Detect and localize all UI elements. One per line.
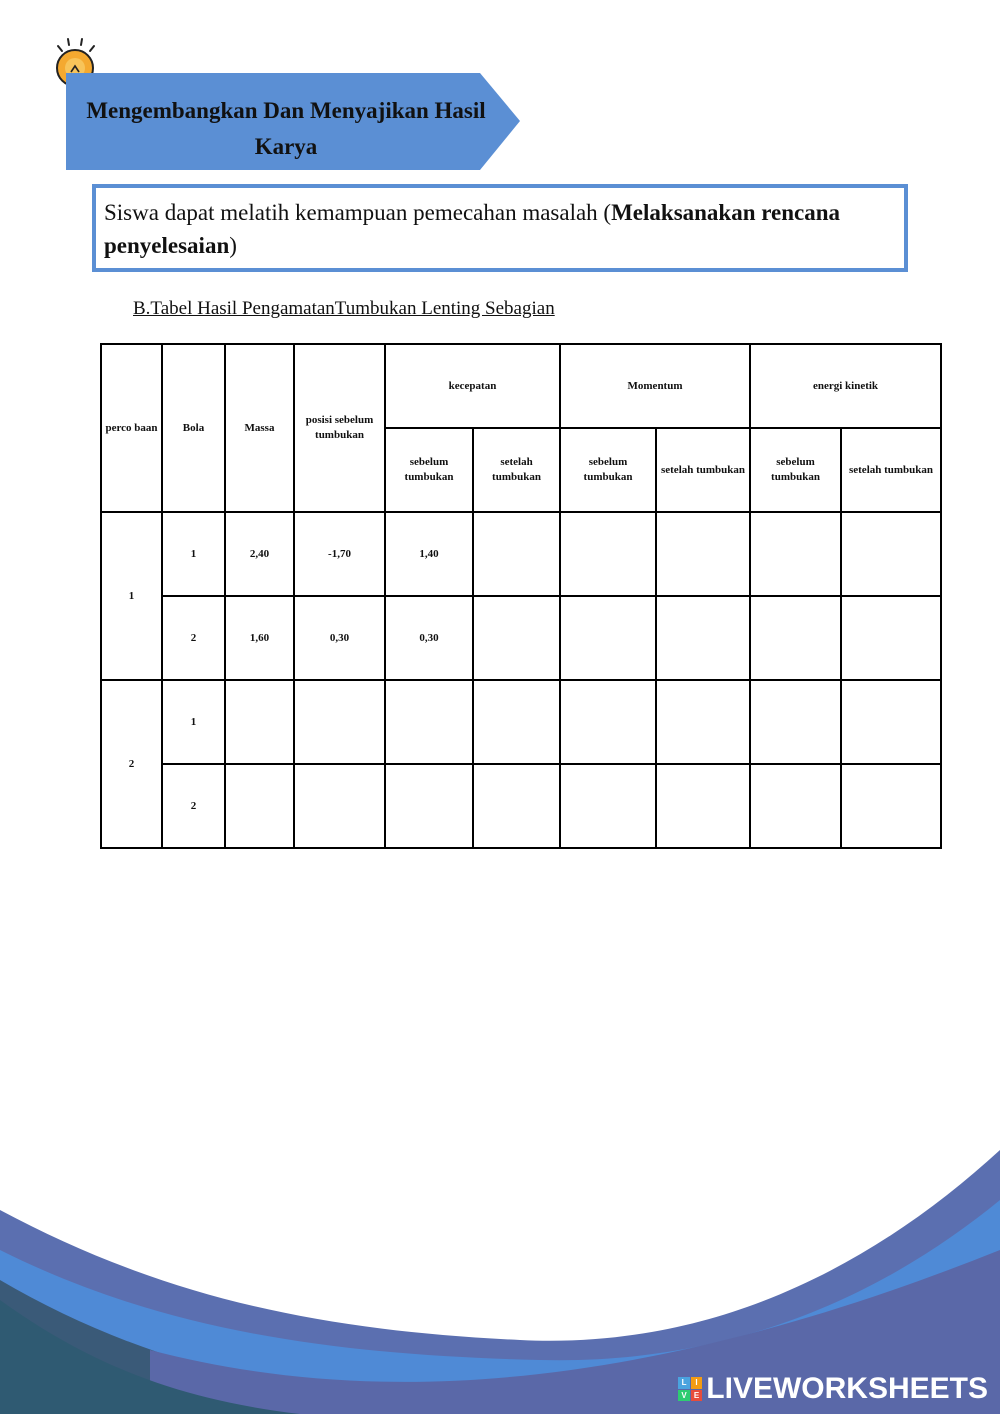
cell-kec-sebelum[interactable]: 0,30 — [385, 596, 473, 680]
header-ek-setelah: setelah tumbukan — [841, 428, 941, 512]
cell-percobaan: 2 — [101, 680, 162, 848]
cell-mom-sebelum[interactable] — [560, 512, 656, 596]
objective-text — [96, 188, 904, 262]
table-row — [101, 764, 941, 848]
cell-massa[interactable] — [225, 680, 294, 764]
cell-posisi[interactable] — [294, 764, 385, 848]
logo-letter: I — [691, 1377, 703, 1389]
cell-mom-setelah[interactable] — [656, 680, 750, 764]
cell-ek-sebelum[interactable] — [750, 596, 841, 680]
cell-kec-setelah[interactable] — [473, 764, 560, 848]
cell-mom-setelah[interactable] — [656, 512, 750, 596]
cell-mom-sebelum[interactable] — [560, 680, 656, 764]
logo-letter: E — [691, 1390, 703, 1402]
header-mom-setelah: setelah tumbukan — [656, 428, 750, 512]
logo-letter: L — [678, 1377, 690, 1389]
cell-mom-sebelum[interactable] — [560, 596, 656, 680]
cell-bola: 2 — [162, 764, 225, 848]
cell-massa[interactable]: 2,40 — [225, 512, 294, 596]
cell-kec-sebelum[interactable] — [385, 764, 473, 848]
cell-ek-sebelum[interactable] — [750, 764, 841, 848]
header-posisi: posisi sebelum tumbukan — [294, 344, 385, 512]
page-title-line2: Karya — [254, 134, 318, 159]
cell-ek-sebelum[interactable] — [750, 512, 841, 596]
cell-kec-setelah[interactable] — [473, 512, 560, 596]
cell-ek-sebelum[interactable] — [750, 680, 841, 764]
cell-kec-setelah[interactable] — [473, 596, 560, 680]
cell-posisi[interactable]: -1,70 — [294, 512, 385, 596]
liveworksheets-logo — [678, 1372, 988, 1406]
cell-bola: 1 — [162, 512, 225, 596]
cell-bola: 1 — [162, 680, 225, 764]
header-banner — [66, 73, 522, 170]
objective-text-bold: Melaksanakan rencana penyelesaian — [104, 200, 841, 258]
cell-mom-setelah[interactable] — [656, 764, 750, 848]
header-kec-sebelum: sebelum tumbukan — [385, 428, 473, 512]
header-kecepatan: kecepatan — [385, 344, 560, 428]
cell-massa[interactable]: 1,60 — [225, 596, 294, 680]
objective-text-close: ) — [229, 233, 237, 258]
table-title: B.Tabel Hasil PengamatanTumbukan Lenting Sebagian — [133, 298, 555, 319]
table-row — [101, 596, 941, 680]
logo-letter: V — [678, 1390, 690, 1402]
cell-mom-setelah[interactable] — [656, 596, 750, 680]
header-ek-sebelum: sebelum tumbukan — [750, 428, 841, 512]
objective-box — [92, 184, 908, 272]
header-kec-setelah: setelah tumbukan — [473, 428, 560, 512]
objective-text-plain: Siswa dapat melatih kemampuan pemecahan masalah ( — [104, 200, 612, 225]
header-energi-kinetik: energi kinetik — [750, 344, 941, 428]
table-row — [101, 680, 941, 764]
cell-massa[interactable] — [225, 764, 294, 848]
table-row — [101, 512, 941, 596]
cell-ek-setelah[interactable] — [841, 512, 941, 596]
cell-kec-sebelum[interactable]: 1,40 — [385, 512, 473, 596]
liveworksheets-logo-icon — [678, 1377, 702, 1401]
observation-table — [100, 343, 942, 849]
page-title-line1: Mengembangkan Dan Menyajikan Hasil — [86, 98, 486, 123]
cell-ek-setelah[interactable] — [841, 680, 941, 764]
cell-kec-setelah[interactable] — [473, 680, 560, 764]
cell-mom-sebelum[interactable] — [560, 764, 656, 848]
header-bola: Bola — [162, 344, 225, 512]
cell-percobaan: 1 — [101, 512, 162, 680]
cell-kec-sebelum[interactable] — [385, 680, 473, 764]
header-mom-sebelum: sebelum tumbukan — [560, 428, 656, 512]
liveworksheets-brand-text: LIVEWORKSHEETS — [706, 1372, 988, 1405]
page-title — [66, 93, 506, 165]
cell-posisi[interactable] — [294, 680, 385, 764]
cell-ek-setelah[interactable] — [841, 764, 941, 848]
header-massa: Massa — [225, 344, 294, 512]
cell-posisi[interactable]: 0,30 — [294, 596, 385, 680]
header-momentum: Momentum — [560, 344, 750, 428]
header-percobaan: perco baan — [101, 344, 162, 512]
cell-bola: 2 — [162, 596, 225, 680]
cell-ek-setelah[interactable] — [841, 596, 941, 680]
